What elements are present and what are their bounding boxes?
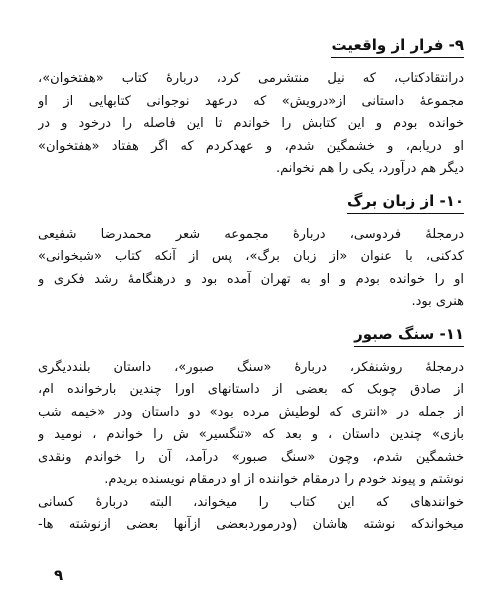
text-line: بازی» چندین داستان ، و بعد که «تنگسیر» ش را خواندم ، نومید و	[38, 427, 464, 442]
text-line: درمجلهٔ روشنفکر، دربارهٔ «سنگ صبور»، داستان بلنددیگری	[38, 359, 464, 375]
text-line: مجموعهٔ داستانی از«درویش» که درعهد نوجوانی کتابهایی از او	[38, 93, 464, 109]
text-line: نوشتم و پیوند خودم را درمقام خواننده از او درمقام نویسنده بریدم.	[104, 472, 464, 487]
text-line: درانتقادکتاب، که نیل منتشرمی کرد، دربارهٔ کتاب «هفتخوان»،	[38, 71, 464, 86]
text-line: خوانندهای که این کتاب را میخواند، البته دربارهٔ کسانی	[38, 494, 464, 510]
section-heading: ۱۱- سنگ صبور	[354, 323, 464, 347]
text-line: از صادق چوبک که بعضی از داستانهای اورا چندین بارخوانده ام،	[38, 382, 464, 397]
section-paragraph	[38, 68, 464, 181]
section-heading: ۹- فرار از واقعیت	[331, 34, 464, 58]
text-line: از جمله در «انتری که لوطیش مرده بود» دو داستان ودر «خیمه شب	[38, 404, 464, 420]
text-line: میخواندکه نوشته هاشان (ودرموردبعضی ازآنها بعضی ازنوشته ها-	[38, 517, 464, 532]
text-line: کدکنی، با عنوان «از زبان برگ»، پس از آنکه کتاب «شبخوانی»	[38, 249, 464, 264]
page-number: ۹	[54, 566, 64, 584]
section-paragraph	[38, 224, 464, 314]
text-line: خشمگین شدم، وچون «سنگ صبور» درآمد، آن را خواندم ونقدی	[38, 449, 464, 465]
closing-paragraph	[38, 492, 464, 537]
section-paragraph	[38, 357, 464, 492]
text-line: هنری بود.	[411, 294, 464, 309]
section-9	[38, 34, 464, 68]
text-line: دیگر هم درآورد، یکی را هم نخوانم.	[275, 161, 464, 176]
document-page	[38, 34, 464, 546]
text-line: خوانده بودم و این کتابش را خواندم تا این فاصله را درخود و در	[38, 116, 464, 131]
text-line: درمجلهٔ فردوسی، دربارهٔ مجموعه شعر محمدرضا شفیعی	[38, 226, 464, 242]
section-11	[38, 323, 464, 357]
text-line: او دریابم، و خشمگین شدم، و عهدکردم که اگر هفتاد «هفتخوان»	[38, 138, 464, 154]
section-heading: ۱۰- از زبان برگ	[347, 190, 464, 214]
text-line: او را خوانده بودم و او به تهران آمده بود و درهنگامهٔ رشد فکری و	[38, 271, 464, 287]
section-10	[38, 190, 464, 224]
